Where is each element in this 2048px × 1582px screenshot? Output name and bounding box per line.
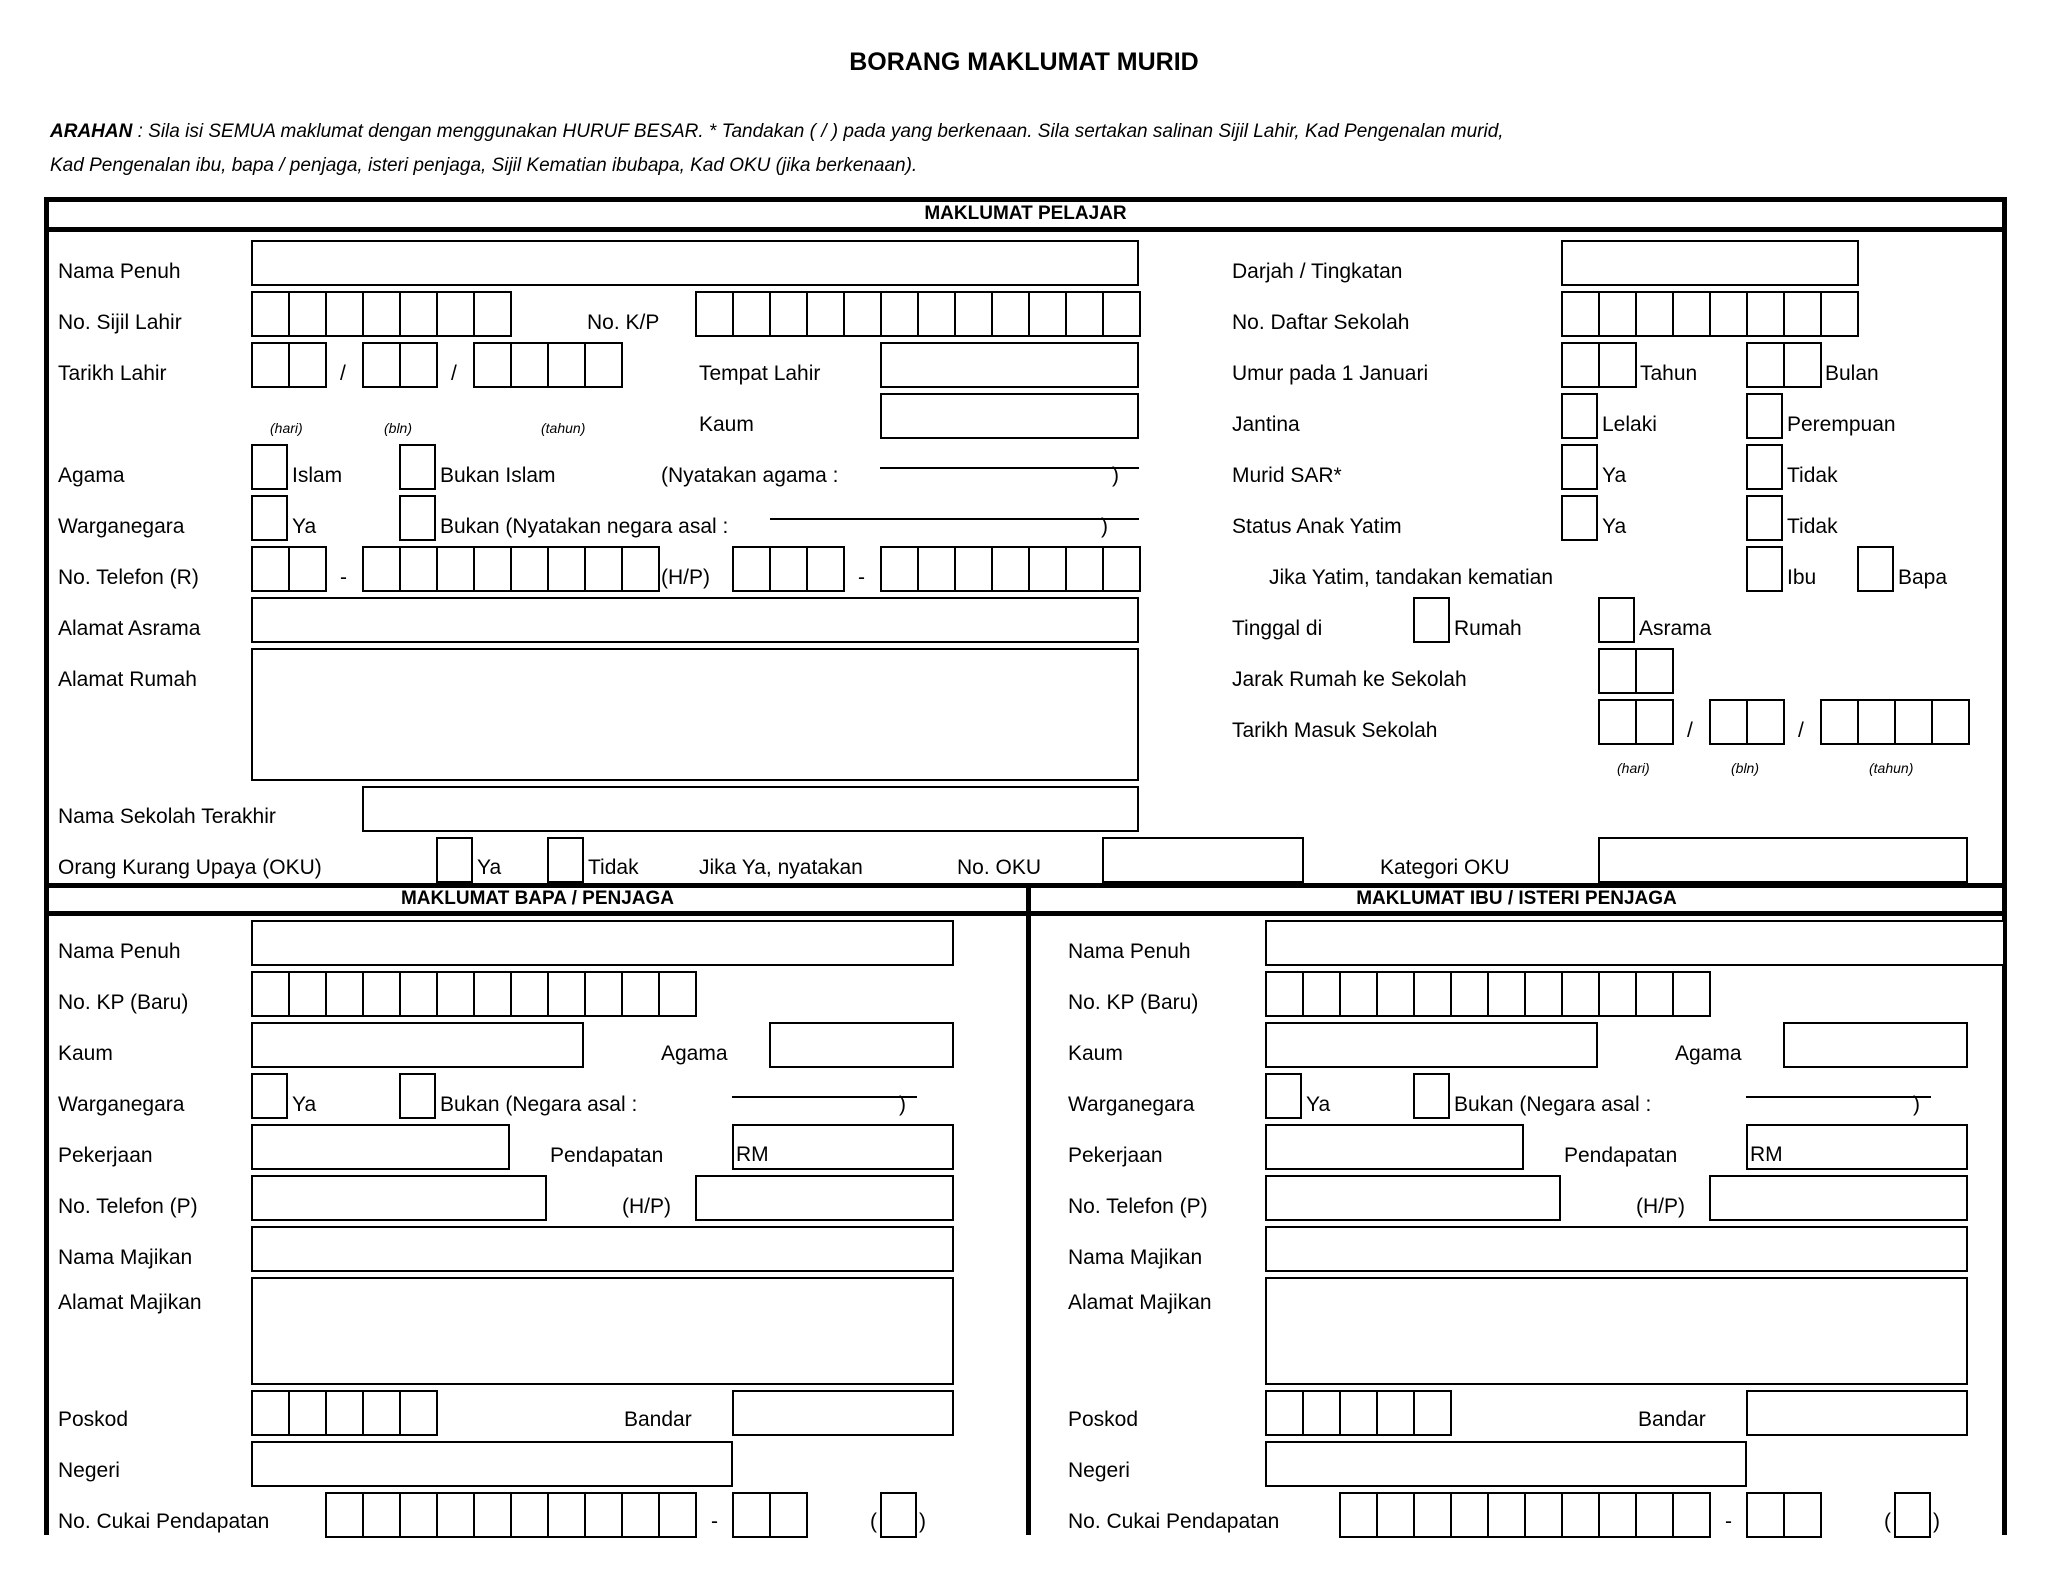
bapa-negara-asal-line[interactable] <box>732 1096 917 1098</box>
kematian-ibu-checkbox[interactable] <box>1746 546 1783 592</box>
jarak-label: Jarak Rumah ke Sekolah <box>1232 668 1467 691</box>
islam-label: Islam <box>292 464 343 487</box>
ibu-agama-field[interactable] <box>1783 1022 1968 1068</box>
tarikh-lahir-year[interactable] <box>473 342 623 388</box>
ibu-poskod-field[interactable] <box>1265 1390 1452 1436</box>
telefon-r-prefix[interactable] <box>251 546 327 592</box>
bapa-ya-label: Ya <box>292 1093 317 1116</box>
ibu-bandar-label: Bandar <box>1638 1408 1706 1431</box>
oku-ya-label: Ya <box>477 856 502 879</box>
nama-sekolah-terakhir-label: Nama Sekolah Terakhir <box>58 805 276 828</box>
bapa-pekerjaan-label: Pekerjaan <box>58 1144 153 1167</box>
father-section-heading: MAKLUMAT BAPA / PENJAGA <box>400 888 675 909</box>
student-section-heading: MAKLUMAT PELAJAR <box>924 203 1127 224</box>
ibu-warganegara-ya-checkbox[interactable] <box>1265 1073 1302 1119</box>
date-separator: / <box>451 362 457 385</box>
ibu-agama-label: Agama <box>1675 1042 1742 1065</box>
bapa-warganegara-ya-checkbox[interactable] <box>251 1073 288 1119</box>
ibu-warganegara-label: Warganegara <box>1068 1093 1195 1116</box>
close-paren: ) <box>1933 1510 1940 1533</box>
no-oku-label: No. OKU <box>957 856 1042 879</box>
no-telefon-r-label: No. Telefon (R) <box>58 566 199 589</box>
kematian-bapa-checkbox[interactable] <box>1857 546 1894 592</box>
yatim-tidak-checkbox[interactable] <box>1746 495 1783 541</box>
bukan-islam-label: Bukan Islam <box>440 464 556 487</box>
no-sijil-lahir-field[interactable] <box>251 291 512 337</box>
yatim-tidak-label: Tidak <box>1787 515 1838 538</box>
negara-asal-line[interactable] <box>770 518 1139 520</box>
ibu-bukan-label: Bukan (Negara asal : <box>1454 1093 1652 1116</box>
form-title: BORANG MAKLUMAT MURID <box>849 48 1199 76</box>
bapa-agama-field[interactable] <box>769 1022 954 1068</box>
tinggal-di-label: Tinggal di <box>1232 617 1323 640</box>
ibu-pekerjaan-label: Pekerjaan <box>1068 1144 1163 1167</box>
dash: - <box>340 566 347 589</box>
umur-bulan-field[interactable] <box>1746 342 1822 388</box>
asrama-checkbox[interactable] <box>1598 597 1635 643</box>
tahun-hint: (tahun) <box>1869 760 1914 776</box>
no-kp-label: No. K/P <box>587 311 660 334</box>
ibu-negeri-label: Negeri <box>1068 1459 1130 1482</box>
tarikh-lahir-label: Tarikh Lahir <box>58 362 167 385</box>
telefon-hp-number[interactable] <box>880 546 1141 592</box>
no-oku-field[interactable] <box>1102 837 1304 883</box>
nyatakan-agama-label: (Nyatakan agama : <box>661 464 839 487</box>
tarikh-masuk-year[interactable] <box>1820 699 1970 745</box>
date-separator: / <box>1687 719 1693 742</box>
ibu-hp-label: (H/P) <box>1636 1195 1685 1218</box>
hari-hint: (hari) <box>270 420 303 436</box>
bapa-hp-field[interactable] <box>695 1175 954 1221</box>
umur-label: Umur pada 1 Januari <box>1232 362 1429 385</box>
bapa-negeri-label: Negeri <box>58 1459 120 1482</box>
close-paren: ) <box>899 1093 906 1116</box>
bapa-pendapatan-label: Pendapatan <box>550 1144 664 1167</box>
instructions-text-1: : Sila isi SEMUA maklumat dengan menggunakan HURUF BESAR. * Tandakan ( / ) pada yang berkenaan. Sila sertakan salinan Sijil Lahir, Kad Pengenalan murid, <box>132 121 1504 142</box>
ibu-telefon-p-field[interactable] <box>1265 1175 1561 1221</box>
ibu-no-kp-field[interactable] <box>1265 971 1711 1017</box>
ibu-no-cukai-check[interactable] <box>1894 1492 1931 1538</box>
bapa-no-kp-label: No. KP (Baru) <box>58 991 189 1014</box>
oku-label: Orang Kurang Upaya (OKU) <box>58 856 322 879</box>
islam-checkbox[interactable] <box>251 444 288 490</box>
sar-ya-label: Ya <box>1602 464 1627 487</box>
date-separator: / <box>340 362 346 385</box>
bapa-bandar-label: Bandar <box>624 1408 692 1431</box>
bapa-kaum-label: Kaum <box>58 1042 113 1065</box>
yatim-ya-label: Ya <box>1602 515 1627 538</box>
sar-tidak-label: Tidak <box>1787 464 1838 487</box>
alamat-rumah-field[interactable] <box>251 648 1139 781</box>
telefon-hp-prefix[interactable] <box>732 546 845 592</box>
jantina-label: Jantina <box>1232 413 1300 436</box>
dash: - <box>858 566 865 589</box>
ibu-negeri-field[interactable] <box>1265 1441 1747 1487</box>
bapa-poskod-label: Poskod <box>58 1408 129 1431</box>
rumah-label: Rumah <box>1454 617 1522 640</box>
bapa-label: Bapa <box>1898 566 1948 589</box>
ibu-nama-majikan-field[interactable] <box>1265 1226 1968 1272</box>
bapa-warganegara-bukan-checkbox[interactable] <box>399 1073 436 1119</box>
ibu-kaum-label: Kaum <box>1068 1042 1123 1065</box>
hari-hint: (hari) <box>1617 760 1650 776</box>
oku-ya-checkbox[interactable] <box>436 837 473 883</box>
ibu-poskod-label: Poskod <box>1068 1408 1139 1431</box>
agama-label: Agama <box>58 464 125 487</box>
alamat-asrama-label: Alamat Asrama <box>58 617 201 640</box>
bapa-hp-label: (H/P) <box>622 1195 671 1218</box>
no-kp-field[interactable] <box>695 291 1141 337</box>
ibu-alamat-majikan-label: Alamat Majikan <box>1068 1291 1212 1314</box>
umur-tahun-field[interactable] <box>1561 342 1637 388</box>
open-paren: ( <box>1884 1510 1891 1533</box>
tempat-lahir-field[interactable] <box>880 342 1139 388</box>
ibu-telefon-p-label: No. Telefon (P) <box>1068 1195 1208 1218</box>
date-separator: / <box>1798 719 1804 742</box>
ibu-pendapatan-label: Pendapatan <box>1564 1144 1678 1167</box>
tahun-label: Tahun <box>1640 362 1698 385</box>
close-paren: ) <box>1112 464 1119 487</box>
ibu-kaum-field[interactable] <box>1265 1022 1598 1068</box>
ibu-no-cukai-suffix[interactable] <box>1746 1492 1822 1538</box>
tarikh-lahir-day[interactable] <box>251 342 327 388</box>
ibu-nama-penuh-label: Nama Penuh <box>1068 940 1191 963</box>
bapa-bandar-field[interactable] <box>732 1390 954 1436</box>
ibu-no-cukai-label: No. Cukai Pendapatan <box>1068 1510 1280 1533</box>
close-paren: ) <box>1101 515 1108 538</box>
alamat-asrama-field[interactable] <box>251 597 1139 643</box>
bapa-poskod-field[interactable] <box>251 1390 438 1436</box>
bapa-nama-penuh-label: Nama Penuh <box>58 940 181 963</box>
ibu-label: Ibu <box>1787 566 1817 589</box>
no-daftar-field[interactable] <box>1561 291 1859 337</box>
bapa-telefon-p-field[interactable] <box>251 1175 547 1221</box>
hp-label: (H/P) <box>661 566 710 589</box>
status-yatim-label: Status Anak Yatim <box>1232 515 1402 538</box>
bapa-no-cukai-suffix[interactable] <box>732 1492 808 1538</box>
bapa-nama-penuh-field[interactable] <box>251 920 954 966</box>
bapa-no-cukai-field[interactable] <box>325 1492 697 1538</box>
bapa-telefon-p-label: No. Telefon (P) <box>58 1195 198 1218</box>
bapa-no-cukai-label: No. Cukai Pendapatan <box>58 1510 270 1533</box>
jika-ya-nyatakan-label: Jika Ya, nyatakan <box>699 856 863 879</box>
bapa-no-kp-field[interactable] <box>251 971 697 1017</box>
ibu-no-cukai-field[interactable] <box>1339 1492 1711 1538</box>
mother-section-heading: MAKLUMAT IBU / ISTERI PENJAGA <box>1356 888 1677 909</box>
close-paren: ) <box>919 1510 926 1533</box>
murid-sar-label: Murid SAR* <box>1232 464 1342 487</box>
oku-tidak-label: Tidak <box>588 856 639 879</box>
tarikh-masuk-label: Tarikh Masuk Sekolah <box>1232 719 1438 742</box>
perempuan-label: Perempuan <box>1787 413 1896 436</box>
ibu-nama-majikan-label: Nama Majikan <box>1068 1246 1203 1269</box>
dash: - <box>711 1510 718 1533</box>
bapa-alamat-majikan-label: Alamat Majikan <box>58 1291 202 1314</box>
warganegara-bukan-label: Bukan (Nyatakan negara asal : <box>440 515 729 538</box>
bapa-pendapatan-field[interactable] <box>732 1124 954 1170</box>
bapa-negeri-field[interactable] <box>251 1441 733 1487</box>
perempuan-checkbox[interactable] <box>1746 393 1783 439</box>
bapa-nama-majikan-field[interactable] <box>251 1226 954 1272</box>
rm-prefix: RM <box>1750 1143 1783 1166</box>
jarak-field[interactable] <box>1598 648 1674 694</box>
kaum-field[interactable] <box>880 393 1139 439</box>
telefon-r-number[interactable] <box>362 546 660 592</box>
tahun-hint: (tahun) <box>541 420 586 436</box>
bapa-warganegara-label: Warganegara <box>58 1093 185 1116</box>
oku-tidak-checkbox[interactable] <box>547 837 584 883</box>
kategori-oku-label: Kategori OKU <box>1380 856 1510 879</box>
sar-tidak-checkbox[interactable] <box>1746 444 1783 490</box>
ibu-pekerjaan-field[interactable] <box>1265 1124 1524 1170</box>
dash: - <box>1725 1510 1732 1533</box>
darjah-field[interactable] <box>1561 240 1859 286</box>
warganegara-bukan-checkbox[interactable] <box>399 495 436 541</box>
bapa-alamat-majikan-field[interactable] <box>251 1277 954 1385</box>
bapa-no-cukai-check[interactable] <box>880 1492 917 1538</box>
darjah-label: Darjah / Tingkatan <box>1232 260 1403 283</box>
nama-penuh-field[interactable] <box>251 240 1139 286</box>
bukan-islam-checkbox[interactable] <box>399 444 436 490</box>
open-paren: ( <box>870 1510 877 1533</box>
ibu-hp-field[interactable] <box>1709 1175 1968 1221</box>
yatim-ya-checkbox[interactable] <box>1561 495 1598 541</box>
bapa-pekerjaan-field[interactable] <box>251 1124 510 1170</box>
bln-hint: (bln) <box>1731 760 1760 776</box>
ibu-warganegara-bukan-checkbox[interactable] <box>1413 1073 1450 1119</box>
no-sijil-lahir-label: No. Sijil Lahir <box>58 311 182 334</box>
close-paren: ) <box>1913 1093 1920 1116</box>
ibu-no-kp-label: No. KP (Baru) <box>1068 991 1199 1014</box>
tarikh-masuk-month[interactable] <box>1709 699 1785 745</box>
instructions-line-2: Kad Pengenalan ibu, bapa / penjaga, isteri penjaga, Sijil Kematian ibubapa, Kad OKU (jika berkenaan). <box>50 155 918 176</box>
ibu-nama-penuh-field[interactable] <box>1265 920 2005 966</box>
ibu-ya-label: Ya <box>1306 1093 1331 1116</box>
tempat-lahir-label: Tempat Lahir <box>699 362 821 385</box>
bapa-agama-label: Agama <box>661 1042 728 1065</box>
bapa-bukan-label: Bukan (Negara asal : <box>440 1093 638 1116</box>
rumah-checkbox[interactable] <box>1413 597 1450 643</box>
tarikh-masuk-day[interactable] <box>1598 699 1674 745</box>
ibu-bandar-field[interactable] <box>1746 1390 1968 1436</box>
alamat-rumah-label: Alamat Rumah <box>58 668 197 691</box>
warganegara-ya-checkbox[interactable] <box>251 495 288 541</box>
ibu-pendapatan-field[interactable] <box>1746 1124 1968 1170</box>
rm-prefix: RM <box>736 1143 769 1166</box>
nama-sekolah-terakhir-field[interactable] <box>362 786 1139 832</box>
bln-hint: (bln) <box>384 420 413 436</box>
nyatakan-agama-line[interactable] <box>880 467 1139 469</box>
nama-penuh-label: Nama Penuh <box>58 260 181 283</box>
ibu-negara-asal-line[interactable] <box>1746 1096 1931 1098</box>
kategori-oku-field[interactable] <box>1598 837 1968 883</box>
instructions-line-1 <box>50 119 1504 145</box>
ibu-alamat-majikan-field[interactable] <box>1265 1277 1968 1385</box>
bulan-label: Bulan <box>1825 362 1879 385</box>
warganegara-ya-label: Ya <box>292 515 317 538</box>
jika-yatim-label: Jika Yatim, tandakan kematian <box>1269 566 1554 589</box>
warganegara-label: Warganegara <box>58 515 185 538</box>
kaum-label: Kaum <box>699 413 754 436</box>
asrama-label: Asrama <box>1639 617 1712 640</box>
bapa-nama-majikan-label: Nama Majikan <box>58 1246 193 1269</box>
sar-ya-checkbox[interactable] <box>1561 444 1598 490</box>
lelaki-label: Lelaki <box>1602 413 1657 436</box>
no-daftar-label: No. Daftar Sekolah <box>1232 311 1410 334</box>
tarikh-lahir-month[interactable] <box>362 342 438 388</box>
lelaki-checkbox[interactable] <box>1561 393 1598 439</box>
bapa-kaum-field[interactable] <box>251 1022 584 1068</box>
instructions-prefix: ARAHAN <box>50 121 133 142</box>
